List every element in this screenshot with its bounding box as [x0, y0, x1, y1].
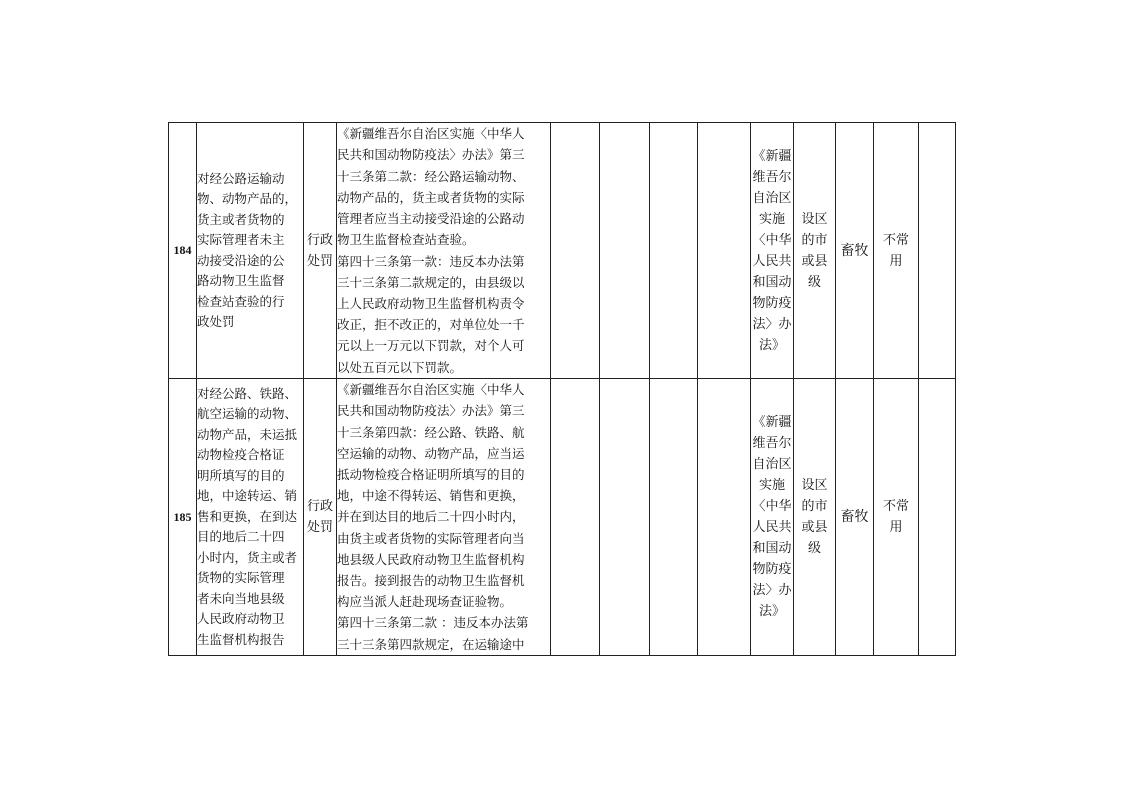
- enforcement-items-table: [168, 122, 956, 656]
- empty-cell: [600, 379, 650, 656]
- legal-basis: 《新疆维吾尔自治区实施〈中华人 民共和国动物防疫法〉办法》第三 十三条第二款：经公路运输动物、 动物产品的，货主或者货物的实际 管理者应当主动接受沿途的公路动 物卫生监督检查站查验。 第四十三条第一款：违反本办法第 三十三条第二款规定的，由县级以 上人民政府动物卫生监督机构责令 改正，拒不改正的，对单位处一千 元以上一万元以下罚款，对个人可 以处五百元以下罚款。: [337, 123, 551, 379]
- item-name: 对经公路、铁路、 航空运输的动物、 动物产品，未运抵 动物检疫合格证 明所填写的目的 地，中途转运、销 售和更换，在到达 目的地后二十四 小时内，货主或者 货物的实际管理 者未向当地县级 人民政府动物卫 生监督机构报告: [197, 379, 304, 656]
- empty-cell: [551, 379, 600, 656]
- empty-cell: [698, 379, 751, 656]
- authority-level: 设区 的市 或县 级: [794, 379, 836, 656]
- item-number: 184: [169, 123, 197, 379]
- empty-cell: [600, 123, 650, 379]
- usage-frequency: 不常 用: [874, 123, 919, 379]
- item-number: 185: [169, 379, 197, 656]
- item-name: 对经公路运输动 物、动物产品的， 货主或者货物的 实际管理者未主 动接受沿途的公 路动物卫生监督 检查站查验的行 政处罚: [197, 123, 304, 379]
- usage-frequency: 不常 用: [874, 379, 919, 656]
- empty-cell: [650, 379, 698, 656]
- law-name: 《新疆 维吾尔 自治区 实施 〈中华 人民共 和国动 物防疫 法〉办 法》: [751, 379, 794, 656]
- empty-cell: [698, 123, 751, 379]
- empty-cell: [919, 123, 956, 379]
- table-row: [169, 379, 956, 656]
- item-type: 行政 处罚: [304, 379, 337, 656]
- authority-level: 设区 的市 或县 级: [794, 123, 836, 379]
- empty-cell: [551, 123, 600, 379]
- table-row: [169, 123, 956, 379]
- legal-basis: 《新疆维吾尔自治区实施〈中华人 民共和国动物防疫法〉办法》第三 十三条第四款：经公路、铁路、航 空运输的动物、动物产品，应当运 抵动物检疫合格证明所填写的目的 地，中途不得转运、销售和更换， 并在到达目的地后二十四小时内， 由货主或者货物的实际管理者向当 地县级人民政府动物卫生监督机构 报告。接到报告的动物卫生监督机 构应当派人赶赴现场查证验物。 第四十三条第二款 ：违反本办法第 三十三条第四款规定，在运输途中: [337, 379, 551, 656]
- item-type: 行政 处罚: [304, 123, 337, 379]
- law-name: 《新疆 维吾尔 自治区 实施 〈中华 人民共 和国动 物防疫 法〉办 法》: [751, 123, 794, 379]
- department: 畜牧: [836, 379, 874, 656]
- empty-cell: [650, 123, 698, 379]
- empty-cell: [919, 379, 956, 656]
- department: 畜牧: [836, 123, 874, 379]
